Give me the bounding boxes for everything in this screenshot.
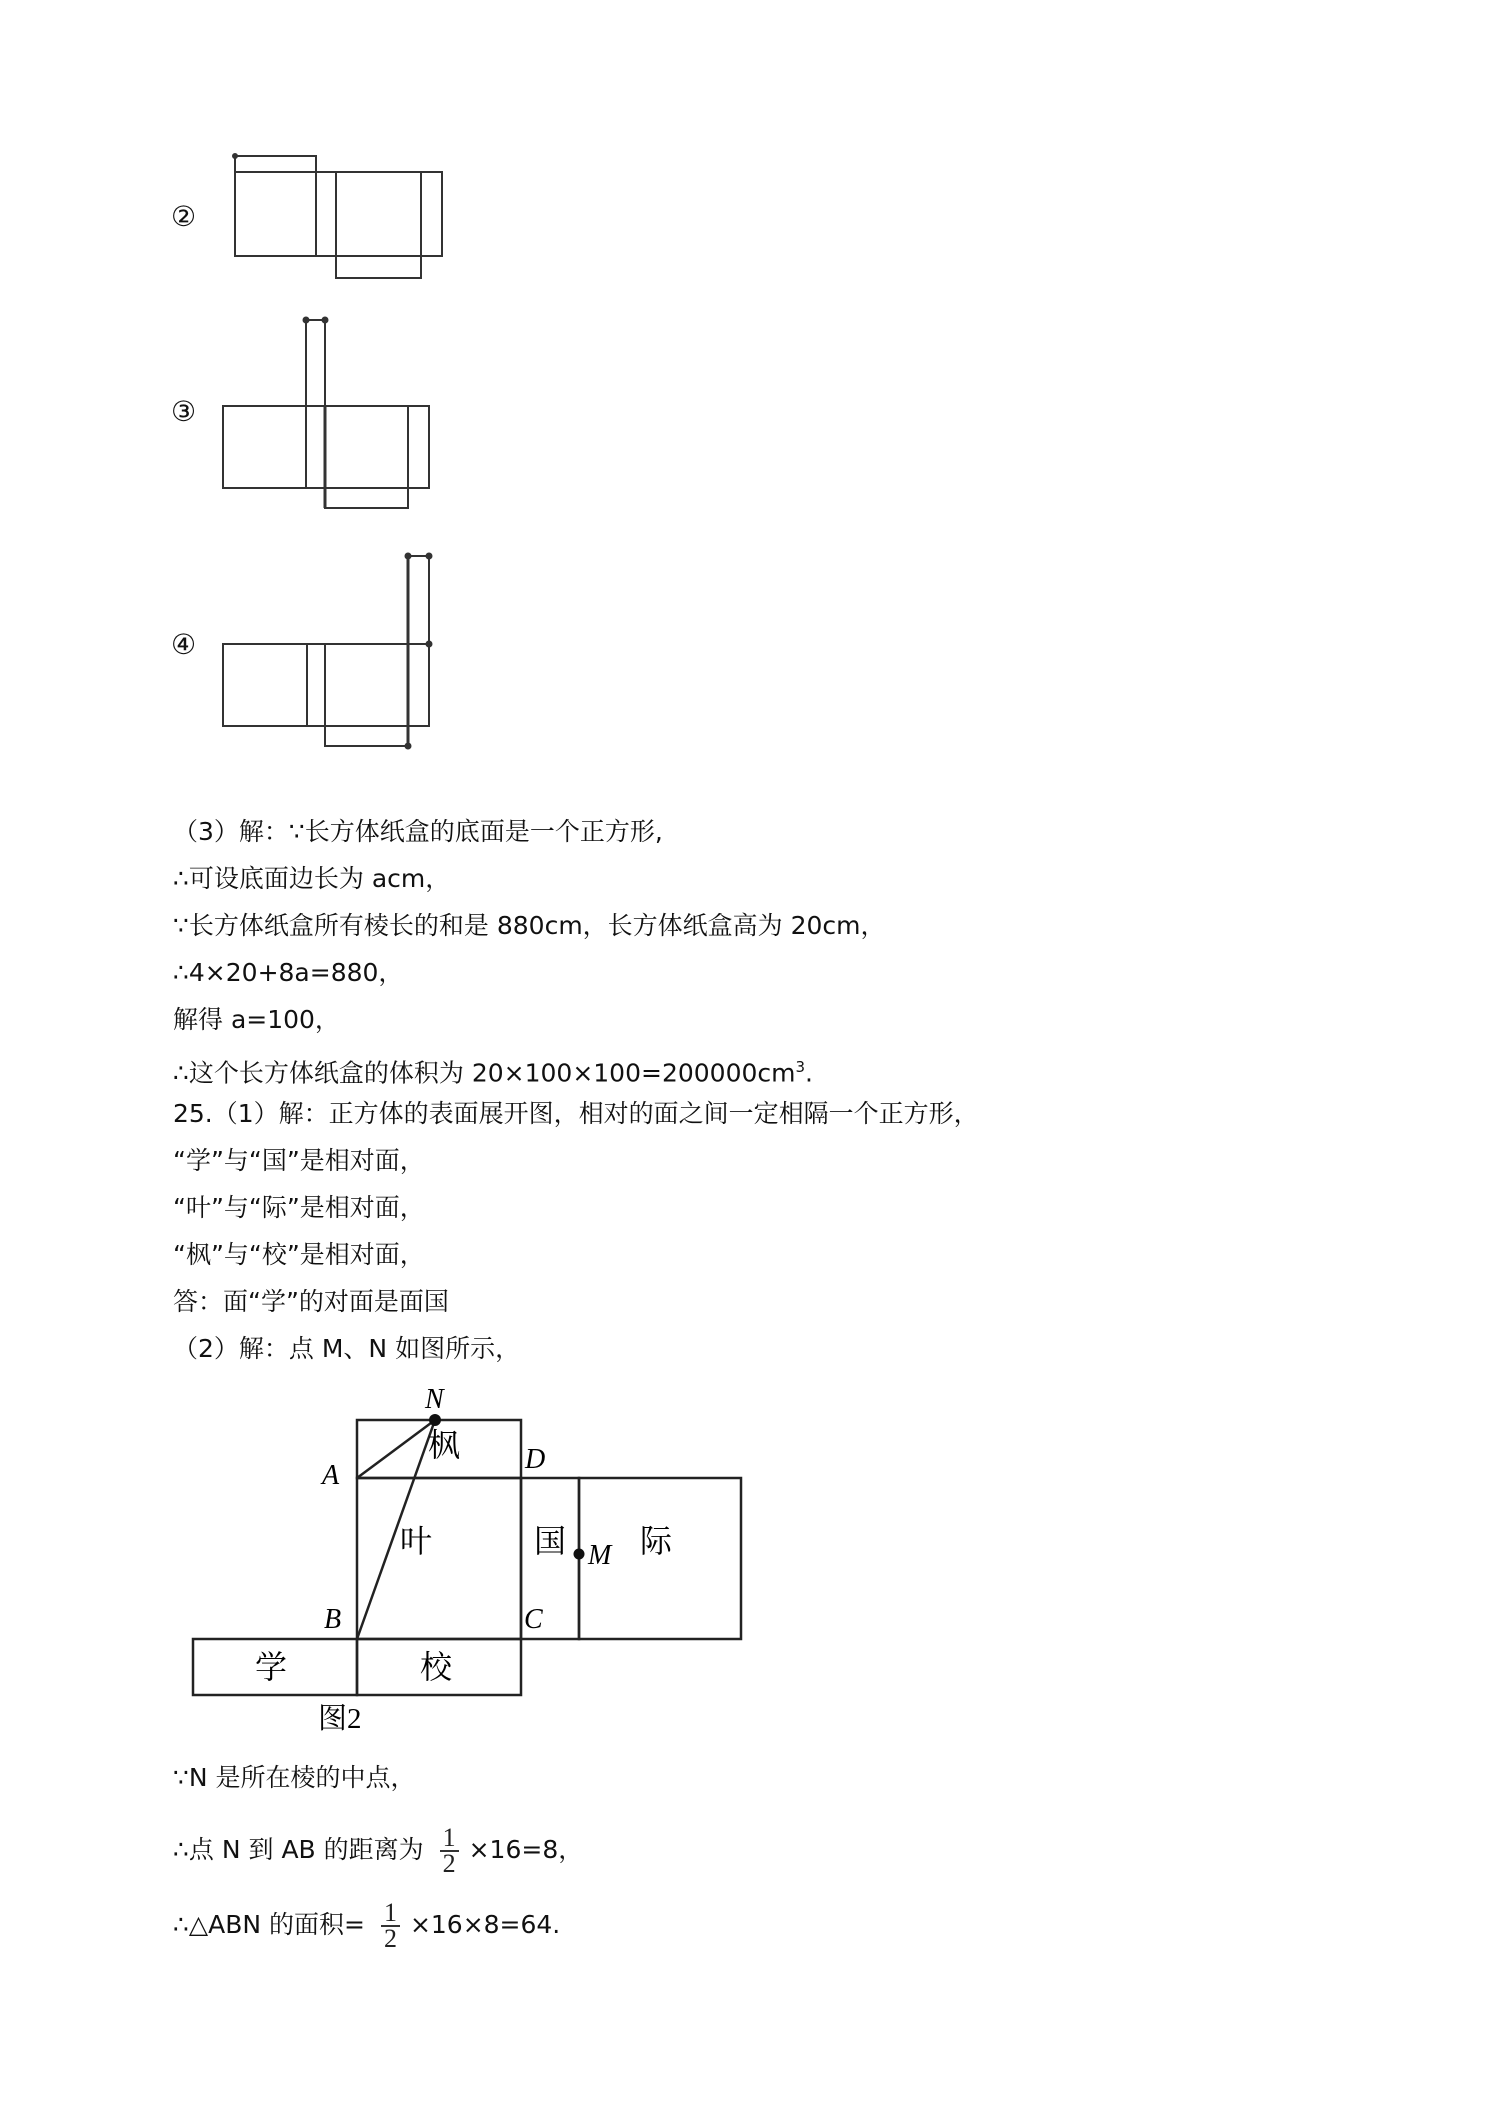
volume-end: .: [805, 1058, 813, 1088]
label-D: D: [525, 1444, 546, 1475]
figure-2-label: ②: [171, 200, 197, 233]
label-N: N: [425, 1384, 444, 1415]
volume-text: ∴这个长方体纸盒的体积为 20×100×100=200000cm: [173, 1058, 796, 1088]
face-ji-label: 际: [640, 1523, 673, 1559]
fraction-numerator: 1: [381, 1901, 400, 1927]
figure-3-label: ③: [171, 395, 197, 428]
part3-line-3: ∵长方体纸盒所有棱长的和是 880cm，长方体纸盒高为 20cm，: [173, 911, 886, 940]
conclusion-line-1: ∵N 是所在棱的中点，: [173, 1763, 416, 1792]
face-feng-label: 枫: [428, 1427, 461, 1463]
label-A: A: [322, 1460, 340, 1491]
diagram-caption: 图2: [318, 1703, 362, 1735]
distance-text: ∴点 N 到 AB 的距离为: [173, 1835, 424, 1864]
point-M: [574, 1549, 585, 1560]
part3-line-4: ∴4×20+8a=880，: [173, 958, 404, 987]
face-xue-label: 学: [255, 1649, 288, 1685]
part3-line-1: （3）解：∵长方体纸盒的底面是一个正方形,: [173, 817, 663, 846]
area-text: ∴△ABN 的面积=: [173, 1910, 365, 1939]
part3-line-2: ∴可设底面边长为 acm，: [173, 864, 451, 893]
fraction-denominator: 2: [383, 1924, 397, 1953]
q25-line-2: “学”与“国”是相对面，: [173, 1146, 425, 1175]
q25-line-4: “枫”与“校”是相对面，: [173, 1240, 425, 1269]
q25-line-5: 答：面“学”的对面是面国: [173, 1287, 449, 1316]
figure-4-net: [0, 0, 1488, 800]
cube-net-diagram: [0, 1370, 1488, 1750]
figure-4-label: ④: [171, 628, 197, 661]
point-N: [429, 1414, 441, 1426]
label-C: C: [524, 1604, 543, 1635]
q25-line-6: （2）解：点 M、N 如图所示，: [173, 1334, 521, 1363]
face-ye-label: 叶: [400, 1523, 433, 1559]
fraction-numerator: 1: [440, 1826, 459, 1852]
segment-AN: [357, 1420, 435, 1478]
face-guo-label: 国: [534, 1523, 567, 1559]
label-M: M: [588, 1540, 612, 1571]
conclusion-line-3: [173, 1897, 560, 1953]
area-result: ×16×8=64.: [409, 1910, 561, 1939]
part3-line-5: 解得 a=100，: [173, 1005, 340, 1034]
fraction-denominator: 2: [442, 1849, 456, 1878]
q25-line-3: “叶”与“际”是相对面，: [173, 1193, 425, 1222]
fraction-one-half: [440, 1823, 459, 1878]
conclusion-line-2: [173, 1822, 583, 1878]
distance-result: ×16=8，: [468, 1835, 584, 1864]
face-ye-box: [357, 1478, 521, 1639]
label-B: B: [324, 1604, 342, 1635]
fraction-one-half-2: [381, 1898, 400, 1953]
face-xiao-label: 校: [420, 1649, 453, 1685]
part3-line-6: [173, 1049, 813, 1091]
q25-line-1: 25.（1）解：正方体的表面展开图，相对的面之间一定相隔一个正方形，: [173, 1099, 979, 1128]
volume-exponent: 3: [795, 1058, 806, 1076]
